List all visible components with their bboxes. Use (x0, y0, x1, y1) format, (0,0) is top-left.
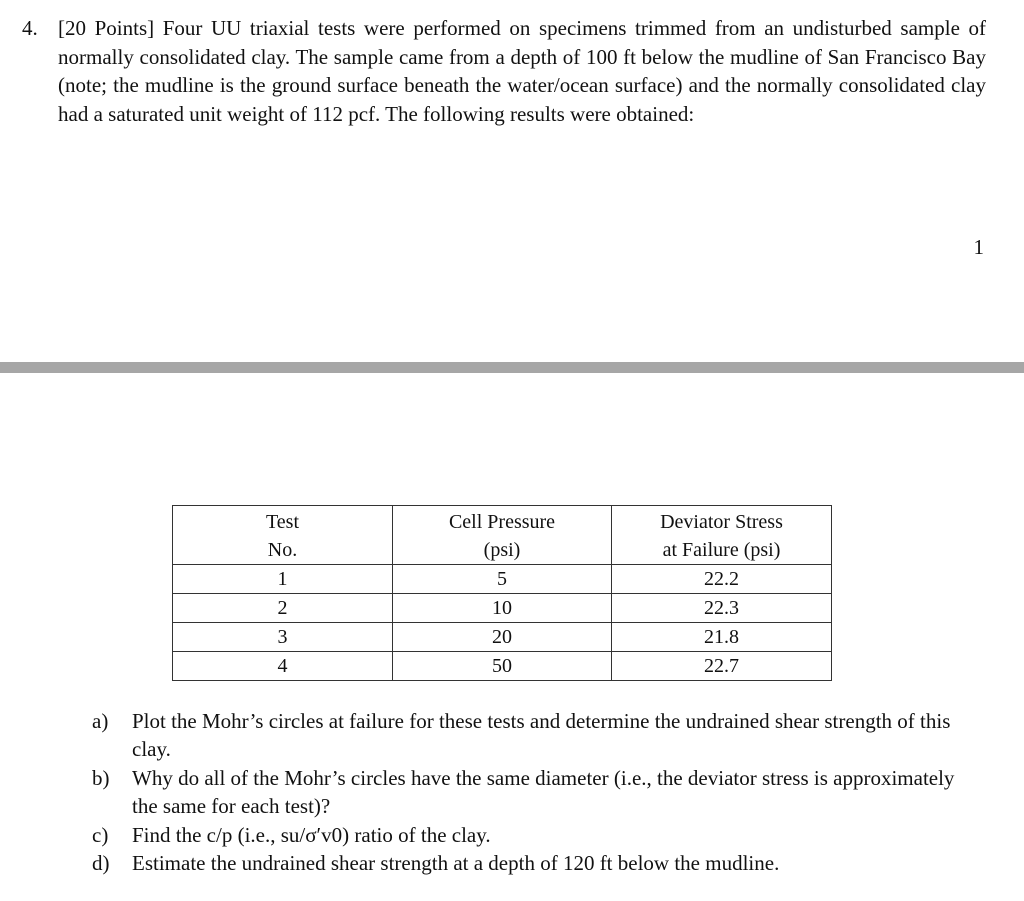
cell-cell-pressure: 20 (393, 623, 612, 652)
question-a (92, 707, 972, 764)
table-row (173, 594, 832, 623)
problem-text: [20 Points] Four UU triaxial tests were performed on specimens trimmed from an undisturbed sample of normally consolidated clay. The sample came from a depth of 100 ft below the mudline of San Francisco Bay (note; the mudline is the ground surface beneath the water/ocean surface) and the normally consolidated clay had a saturated unit weight of 112 pcf. The following results were obtained: (58, 16, 986, 126)
question-text: Plot the Mohr’s circles at failure for these tests and determine the undrained shear strength of this clay. (132, 709, 951, 762)
table-header-row (173, 506, 832, 565)
test-results-table (172, 505, 832, 681)
header-deviator-stress-line1: Deviator Stress (660, 511, 783, 533)
header-test-no-line2: No. (267, 539, 298, 561)
question-letter: a) (92, 709, 109, 733)
header-deviator-stress (612, 506, 832, 565)
question-letter: c) (92, 822, 109, 847)
question-text: Find the c/p (i.e., su/σ′v0) ratio of the clay. (132, 822, 491, 847)
page-number: 1 (973, 235, 984, 259)
cell-cell-pressure: 10 (393, 594, 612, 623)
problem-number: 4. (22, 16, 38, 40)
cell-test-no: 1 (173, 565, 393, 594)
table-row (173, 565, 832, 594)
page-break-divider (0, 362, 1024, 373)
cell-deviator-stress: 22.3 (612, 594, 832, 623)
header-test-no-line1: Test (265, 511, 300, 533)
header-cell-pressure-line2: (psi) (483, 539, 521, 561)
cell-test-no: 4 (173, 652, 393, 681)
cell-test-no: 3 (173, 623, 393, 652)
question-letter: d) (92, 851, 110, 876)
header-cell-pressure (393, 506, 612, 565)
header-test-no (173, 506, 393, 565)
cell-deviator-stress: 21.8 (612, 623, 832, 652)
cell-deviator-stress: 22.2 (612, 565, 832, 594)
cell-cell-pressure: 50 (393, 652, 612, 681)
header-deviator-stress-line2: at Failure (psi) (662, 539, 781, 561)
cell-test-no: 2 (173, 594, 393, 623)
table-row (173, 623, 832, 652)
question-c (92, 821, 972, 849)
question-list (92, 707, 972, 877)
question-b (92, 764, 972, 821)
question-text: Estimate the undrained shear strength at a depth of 120 ft below the mudline. (132, 851, 780, 876)
table-row (173, 652, 832, 681)
cell-deviator-stress: 22.7 (612, 652, 832, 681)
question-letter: b) (92, 765, 110, 790)
cell-cell-pressure: 5 (393, 565, 612, 594)
question-text: Why do all of the Mohr’s circles have the same diameter (i.e., the deviator stress is approximately the same for each test)? (132, 765, 955, 819)
problem-statement (22, 14, 986, 128)
header-cell-pressure-line1: Cell Pressure (448, 511, 556, 533)
question-d (92, 849, 972, 877)
